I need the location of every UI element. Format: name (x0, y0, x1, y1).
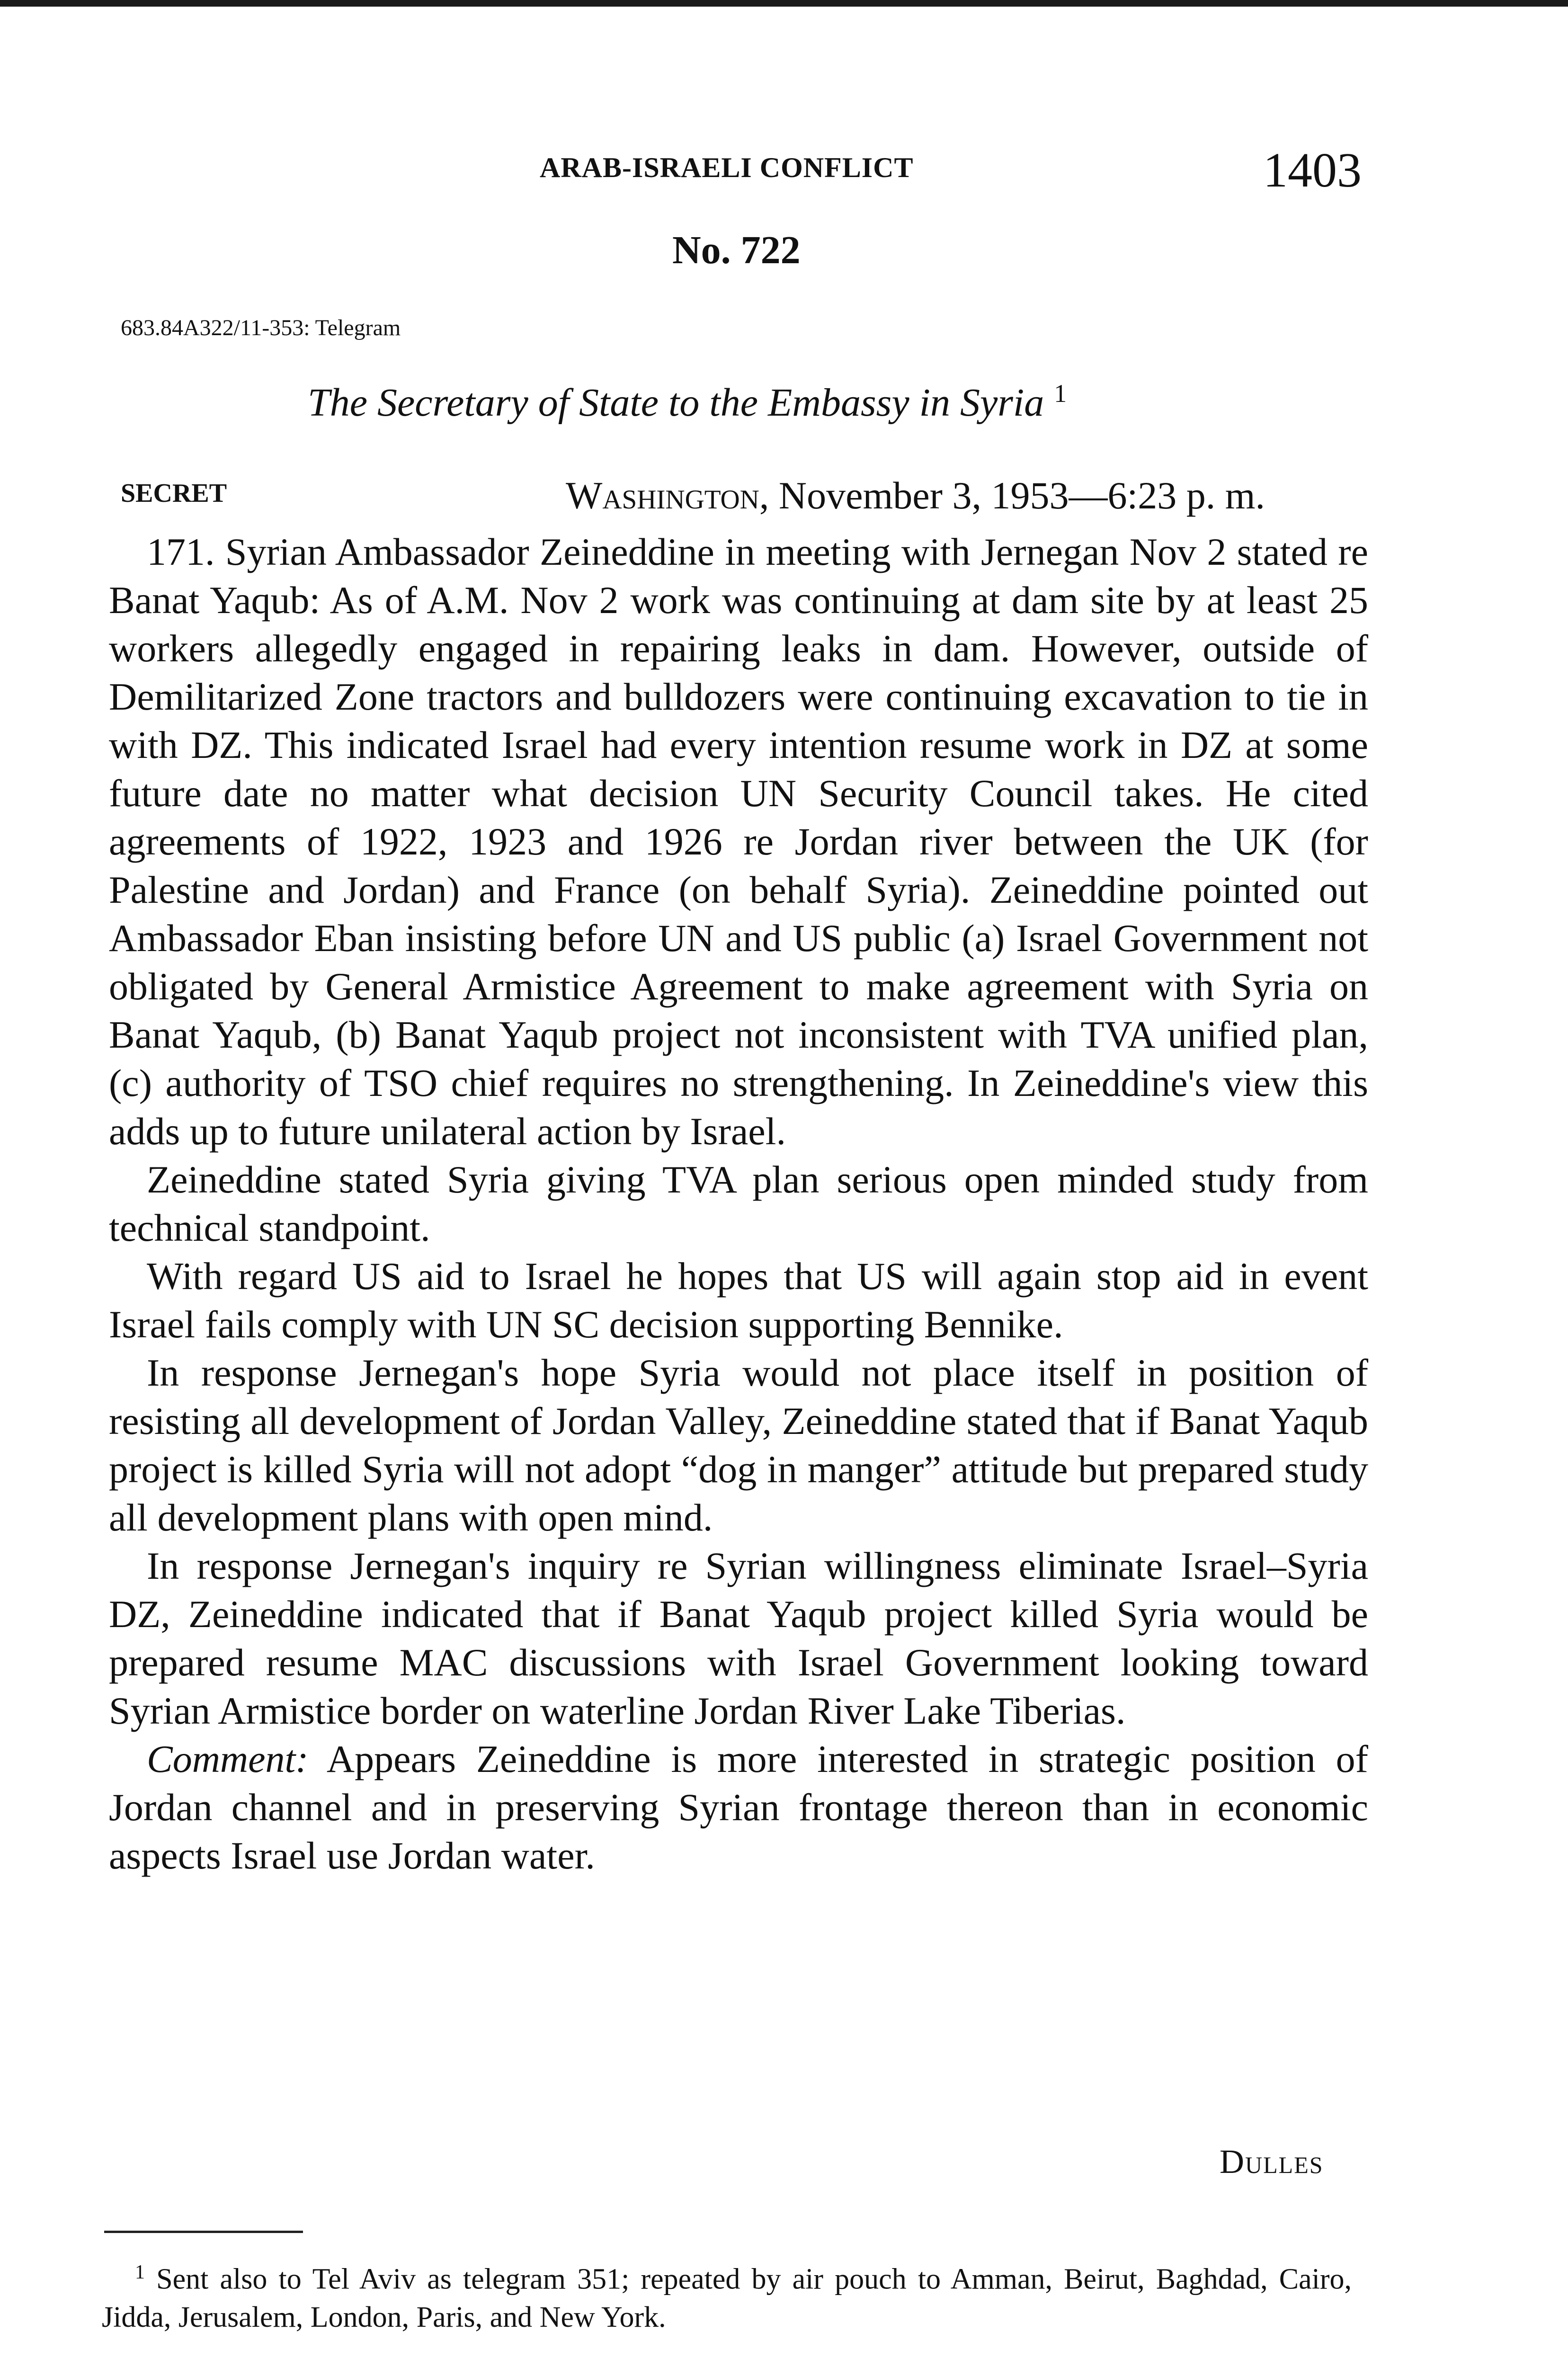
body-paragraph: With regard US aid to Israel he hopes that US will again stop aid in event Israel fails comply with UN SC decision supporting Bennike. (109, 1255, 1368, 1346)
comment-text: Appears Zeineddine is more interested in strategic position of Jordan channel and in preserving Syrian frontage thereon than in economic aspects Israel use Jordan water. (109, 1737, 1368, 1877)
page-number: 1403 (1263, 143, 1362, 197)
title-footnote-marker: 1 (1054, 379, 1067, 408)
running-head: ARAB-ISRAELI CONFLICT (540, 152, 914, 183)
body-paragraph: Zeineddine stated Syria giving TVA plan serious open minded study from technical standpoint. (109, 1158, 1368, 1249)
dateline-place: Washington, (566, 474, 769, 517)
body-paragraph: In response Jernegan's hope Syria would not place itself in position of resisting all development of Jordan Valley, Zeineddine stated that if Banat Yaqub project is killed Syria will not adopt “dog in manger” attitude but prepared study all development plans with open mind. (109, 1351, 1368, 1539)
comment-label: Comment: (147, 1737, 309, 1780)
footnote-marker: 1 (135, 2261, 145, 2283)
top-border (0, 0, 1568, 7)
document-title (308, 379, 1067, 426)
document-number: No. 722 (672, 228, 801, 272)
signature: Dulles (1220, 2143, 1324, 2180)
telegram-body (109, 528, 1368, 1880)
dateline (566, 473, 1265, 518)
classification-label: SECRET (121, 479, 227, 508)
footnote-divider (104, 2231, 303, 2233)
body-paragraph: 171. Syrian Ambassador Zeineddine in meeting with Jernegan Nov 2 stated re Banat Yaqub: As of A.M. Nov 2 work was continuing at dam site by at least 25 workers allegedly engaged in repairing leaks in dam. However, outside of Demilitarized Zone tractors and bulldozers were continuing excavation to tie in with DZ. This indicated Israel had every intention resume work in DZ at some future date no matter what decision UN Security Council takes. He cited agreements of 1922, 1923 and 1926 re Jordan river between the UK (for Palestine and Jordan) and France (on behalf Syria). Zeineddine pointed out Ambassador Eban insisting before UN and US public (a) Israel Government not obligated by General Armistice Agreement to make agreement with Syria on Banat Yaqub, (b) Banat Yaqub project not inconsistent with TVA unified plan, (c) authority of TSO chief requires no strengthening. In Zeineddine's view this adds up to future unilateral action by Israel. (109, 530, 1368, 1153)
dateline-date: November 3, 1953—6:23 p. m. (778, 474, 1265, 517)
footnote (102, 2253, 1352, 2336)
document-title-text: The Secretary of State to the Embassy in Syria (308, 381, 1044, 425)
footnote-text: Sent also to Tel Aviv as telegram 351; repeated by air pouch to Amman, Beirut, Baghdad, Cairo, Jidda, Jerusalem, London, Paris, and New York. (102, 2263, 1352, 2333)
body-paragraph: In response Jernegan's inquiry re Syrian willingness eliminate Israel–Syria DZ, Zeineddine indicated that if Banat Yaqub project killed Syria would be prepared resume MAC discussions with Israel Government looking toward Syrian Armistice border on waterline Jordan River Lake Tiberias. (109, 1544, 1368, 1732)
file-reference: 683.84A322/11-353: Telegram (121, 315, 401, 340)
comment-paragraph (109, 1735, 1368, 1880)
